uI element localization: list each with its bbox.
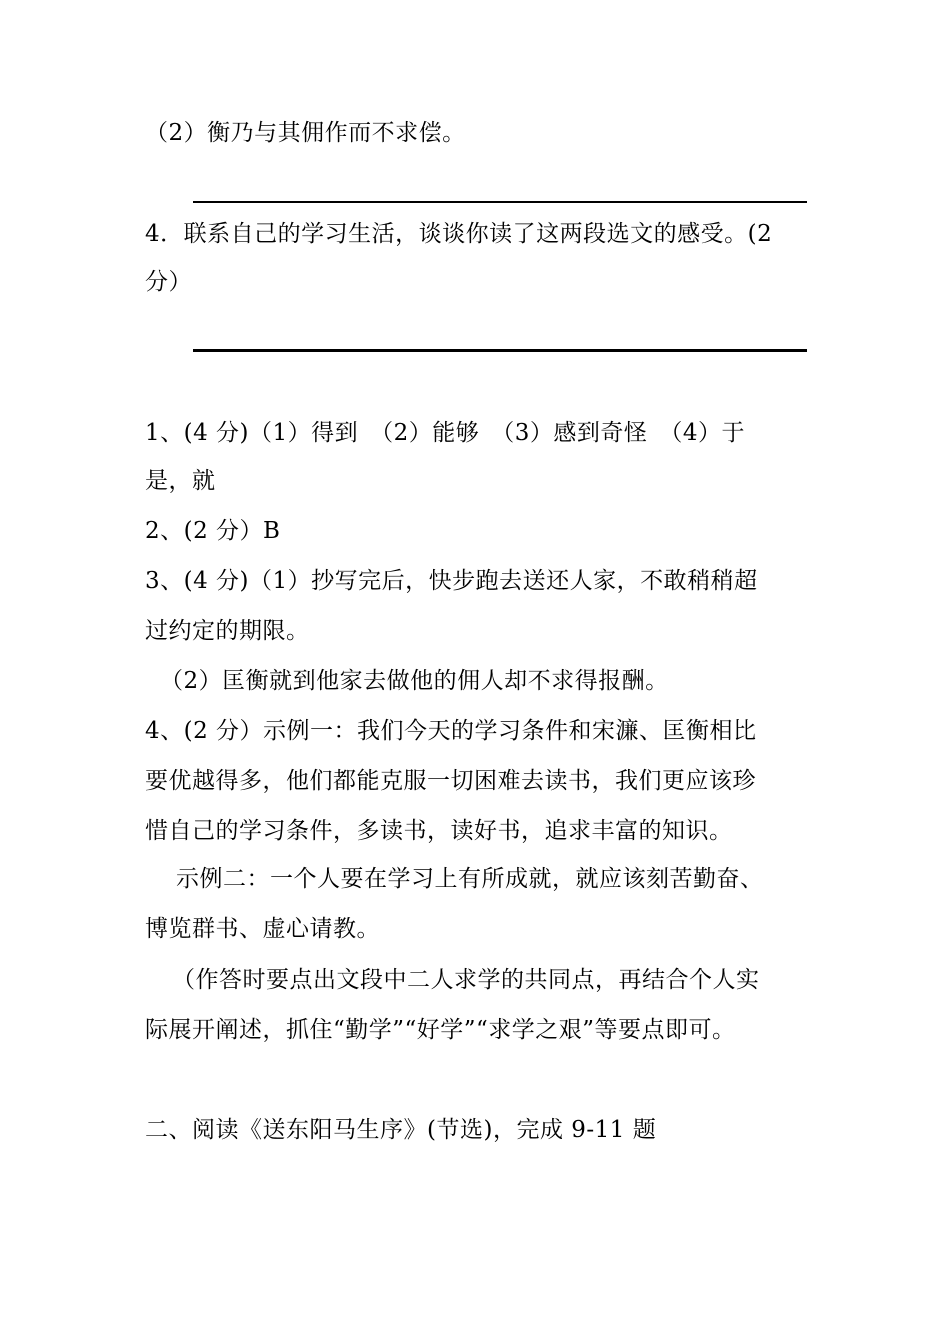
answer-3-line-2: 过约定的期限。 (145, 618, 310, 644)
answer-4-line-3: 惜自己的学习条件，多读书，读好书，追求丰富的知识。 (145, 818, 733, 844)
answer-4-line-1: 4、(2 分）示例一：我们今天的学习条件和宋濂、匡衡相比 (145, 718, 757, 744)
answer-1-line-2: 是，就 (145, 468, 216, 494)
answer-4-note-line-2: 际展开阐述，抓住“勤学”“好学”“求学之艰”等要点即可。 (145, 1017, 736, 1043)
answer-1-line-1: 1、(4 分)（1）得到 （2）能够 （3）感到奇怪 （4）于 (145, 420, 746, 446)
answer-3-line-1: 3、(4 分)（1）抄写完后，快步跑去送还人家，不敢稍稍超 (145, 568, 758, 594)
question-4-line-1: 4．联系自己的学习生活，谈谈你读了这两段选文的感受。(2 (145, 221, 773, 247)
section-2-heading: 二、阅读《送东阳马生序》(节选)，完成 9-11 题 (145, 1117, 657, 1143)
question-3-part-2: （2）衡乃与其佣作而不求偿。 (145, 120, 466, 146)
answer-3-line-3: （2）匡衡就到他家去做他的佣人却不求得报酬。 (160, 668, 669, 694)
answer-line-q4 (193, 349, 807, 352)
answer-4-note-line-1: （作答时要点出文段中二人求学的共同点，再结合个人实 (172, 967, 760, 993)
answer-line-q3-part2 (193, 201, 807, 203)
answer-2: 2、(2 分）B (145, 518, 281, 544)
question-4-line-2: 分） (145, 269, 192, 295)
answer-4-line-2: 要优越得多，他们都能克服一切困难去读书，我们更应该珍 (145, 768, 756, 794)
answer-4-example-2-line-1: 示例二：一个人要在学习上有所成就，就应该刻苦勤奋、 (176, 866, 764, 892)
answer-4-example-2-line-2: 博览群书、虚心请教。 (145, 916, 380, 942)
